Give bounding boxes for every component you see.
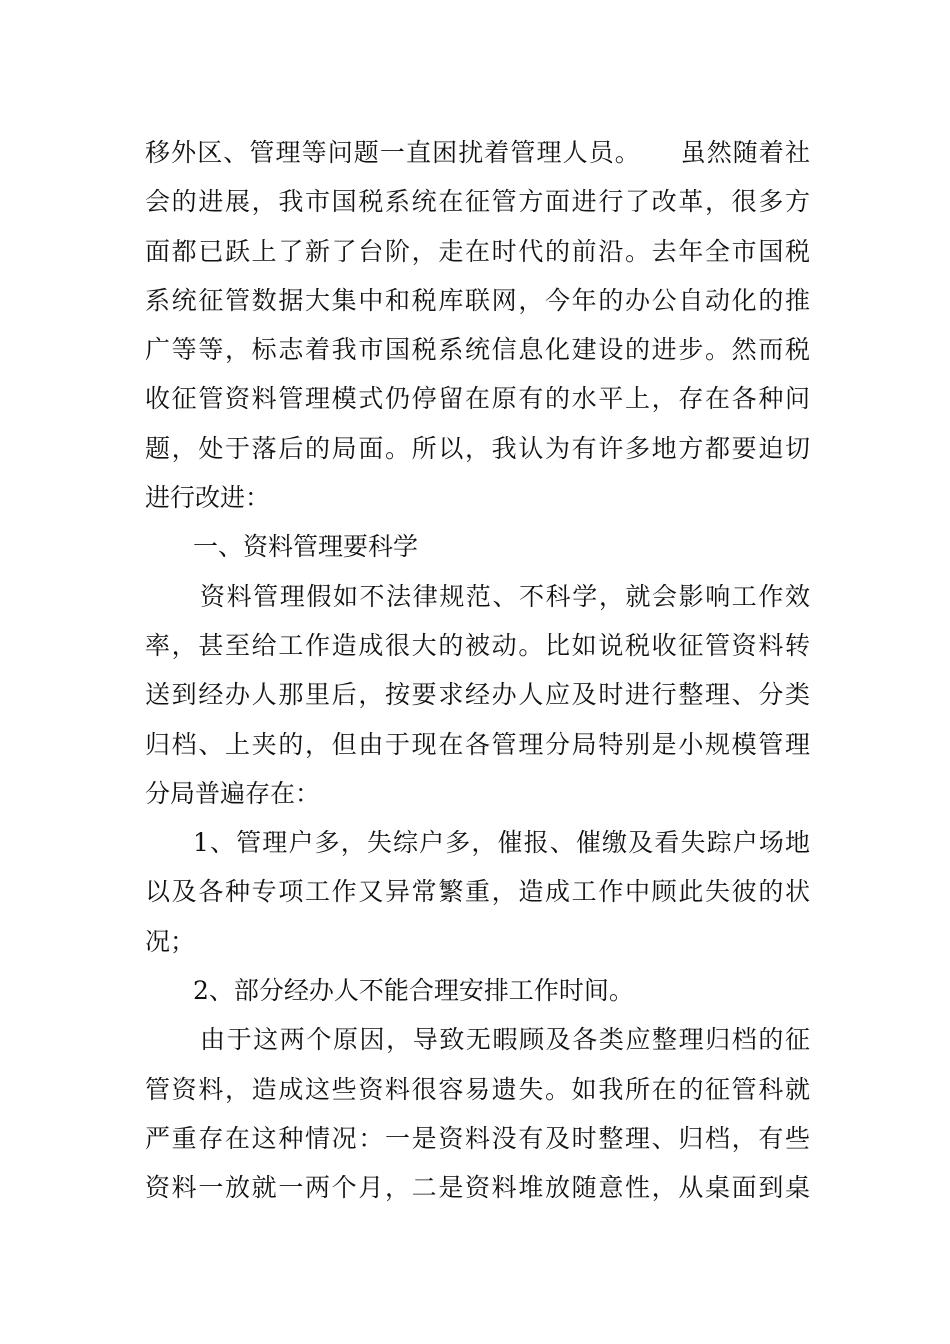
text-line: 进行改进： [145,483,271,513]
text-line: 面都已跃上了新了台阶，走在时代的前沿。去年全市国税 [145,236,810,266]
text-line: 2、部分经办人不能合理安排工作时间。 [193,976,634,1006]
text-line: 严重存在这种情况：一是资料没有及时整理、归档，有些 [145,1123,810,1153]
text-line: 以及各种专项工作又异常繁重，造成工作中顾此失彼的状 [145,877,810,907]
text-line: 广等等，标志着我市国税系统信息化建设的进步。然而税 [145,335,810,365]
text-line: 送到经办人那里后，按要求经办人应及时进行整理、分类 [145,680,810,710]
text-line: 1、管理户多，失综户多，催报、催缴及看失踪户场地 [193,828,810,858]
text-line: 况； [145,926,196,956]
text-line: 移外区、管理等问题一直困扰着管理人员。 虽然随着社 [145,138,810,167]
text-line: 资料管理假如不法律规范、不科学，就会影响工作效 [200,581,810,611]
text-line: 题，处于落后的局面。所以，我认为有许多地方都要迫切 [145,433,810,463]
text-line: 资料一放就一两个月，二是资料堆放随意性，从桌面到桌 [145,1173,810,1203]
text-line: 率，甚至给工作造成很大的被动。比如说税收征管资料转 [145,630,810,660]
text-line: 由于这两个原因，导致无暇顾及各类应整理归档的征 [200,1025,810,1055]
document-body [145,128,810,1213]
text-line: 会的进展，我市国税系统在征管方面进行了改革，很多方 [145,187,810,217]
text-line: 一、资料管理要科学 [193,532,419,562]
text-line: 归档、上夹的，但由于现在各管理分局特别是小规模管理 [145,729,810,759]
text-line: 分局普遍存在： [145,778,321,808]
text-line: 系统征管数据大集中和税库联网，今年的办公自动化的推 [145,285,810,315]
text-line: 管资料，造成这些资料很容易遗失。如我所在的征管科就 [145,1074,810,1104]
text-line: 收征管资料管理模式仍停留在原有的水平上，存在各种问 [145,384,810,414]
